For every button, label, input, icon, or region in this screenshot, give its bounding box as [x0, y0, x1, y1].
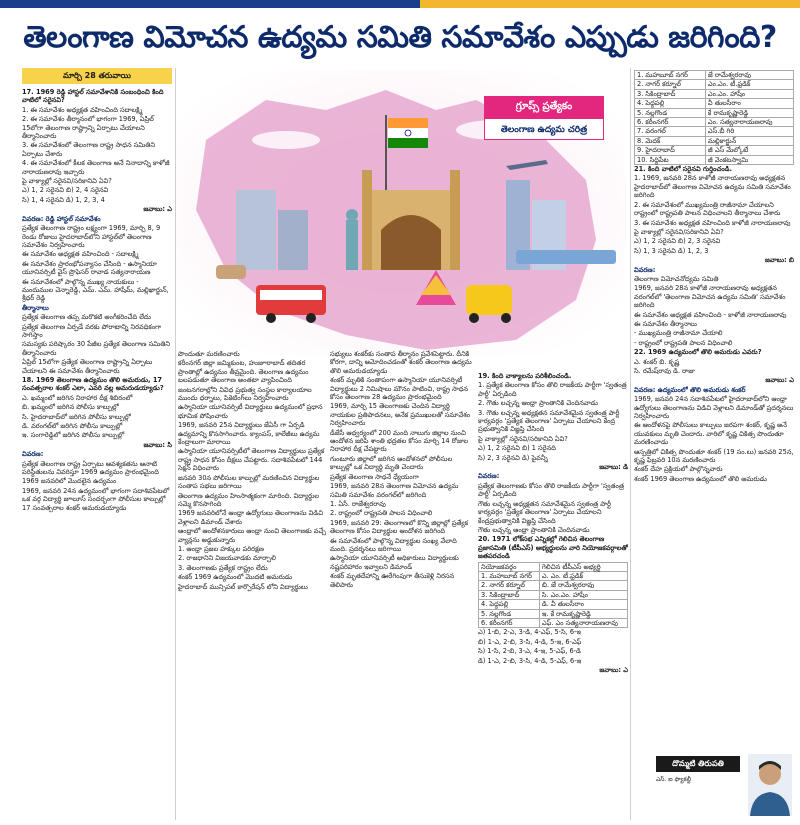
minaret	[362, 170, 372, 270]
badge-top-label: గ్రూప్స్ ప్రత్యేకం	[484, 96, 604, 118]
auto-rickshaw	[466, 285, 512, 315]
col1-paragraph: జవాబు: ఎ	[143, 205, 172, 214]
col4-paragraph: ప్రత్యేక తెలంగాణకు కోసం తొలి రాజకీయ పార్టీగా 'స్వతంత్ర పార్టీ' ఏర్పడింది	[478, 481, 625, 499]
table-row	[635, 108, 794, 117]
arch-opening	[381, 215, 441, 270]
metro-train	[516, 250, 616, 264]
table-cell: ఎం.ఎం. టీ.ఫ్రడిక్	[705, 80, 793, 89]
table-cell: 2. నాగర్ కర్నూల్	[635, 80, 706, 89]
col2-paragraph: జనవరి 30న పోలీసుల కాల్పుల్లో మరణించిన విద్యార్థుల సంతాప సభలు జరిగాయి	[178, 473, 320, 491]
author-box	[652, 752, 794, 818]
bus-wheel	[306, 313, 316, 323]
col1-paragraph: ప్రత్యేక తెలంగాణ రాష్ట్రం లక్ష్యంగా 1969, మార్చి 8, 9 రెండు రోజులు హైదరాబాద్‌లోని హాస్టల్‌లో తెలంగాణ సమావేశం నిర్వహించారు	[22, 224, 161, 249]
column-4	[478, 372, 628, 692]
col3-paragraph: శంకర్ మృతికి సంతాపంగా ఉస్మానియా యూనివర్సిటీ విద్యార్థులు 2 నిమిషాలు మౌనం పాటించి, రాష్ట్ర సాధన కోసం తెలంగాణ 28 ఉద్యమం ప్రారంభమైంది	[330, 376, 469, 402]
col3-paragraph: 1969, మార్చి 15 తెలంగాణకు చెందిన విద్యార్థి నాయకుల ప్రతిపాదనలు, అనేక ప్రముఖులతో సమావేశం నిర్వహించారు	[330, 402, 471, 428]
table-cell: నియోజకవర్గం	[479, 562, 540, 571]
col3-paragraph: ఈ సమావేశంలో పాల్గొన్న విద్యార్థుల సంఖ్య వేలాది మంది. ప్రదర్శనలు జరిగాయి	[330, 536, 457, 553]
col4_options-paragraph: ఎ) 1-బి, 2-ఎ, 3-డి, 4-ఎఫ్, 5-సి, 6-ఇ	[478, 628, 581, 637]
table-row	[479, 618, 628, 627]
col1-paragraph: 18. 1969 తెలంగాణ ఉద్యమం తొలి అమరుడు, 17 సంవత్సరాల శంకర్ ఎలా, ఎవరి వల్ల అమరుడయ్యాడు?	[22, 376, 164, 393]
col5-paragraph: జవాబు: బి	[765, 256, 794, 265]
table-cell: 3. సికింద్రాబాద్	[479, 590, 540, 599]
building	[278, 210, 308, 270]
col3-paragraph: 2. రాష్ట్రంలో రాష్ట్రపతి పాలన విధించాలి	[330, 509, 433, 518]
col3-paragraph: గుంటూరు జిల్లాలో జరిగిన ఆందోళనలో పోలీసుల కాల్పుల్లో ఒక విద్యార్థి మృతి చెందారు	[330, 454, 453, 472]
col5-paragraph: ఈ సమావేశం అధ్యక్షత వహించింది - కాళోజీ నారాయణరావు	[634, 310, 787, 319]
table-cell: 9. హైదరాబాద్	[635, 146, 706, 155]
col3-paragraph: సభ్యులు శంకర్‌కు సంతాప తీర్మానం ప్రవేశపెట్టారు. దీనికి కోరగా, దాన్ని ఆమోదించడంతో శంకర్ తెలంగాణ ఉద్యమ తొలి అమరుడయ్యాడు	[330, 350, 472, 375]
col4-paragraph: 19. కింది వాక్యాలను పరిశీలించండి.	[478, 372, 572, 380]
col3-paragraph: 1. ఏసీ. రాజేశ్వరరావు	[330, 499, 386, 508]
col1-paragraph: ప్రత్యేక తెలంగాణ రాష్ట్ర ఏర్పాటు ఆవశ్యకతను ఆనాటి పరిస్థితులను వివరిస్తూ 1969 ఉద్యమం ప్రారంభమైంది	[22, 459, 159, 477]
table-cell: 10. సిద్దిపేట	[635, 155, 706, 164]
col5-paragraph: శంకర్ దేహ ప్రక్రియలో పాల్గొన్నవారు	[634, 465, 723, 474]
col1-paragraph: 2. ఈ సమావేశం తీర్మానంలో భాగంగా 1969, ఏప్రిల్ 15లోగా తెలంగాణ రాష్ట్రాన్ని ఏర్పాటు చేయాలని తీర్మానించారు	[22, 115, 154, 141]
col5-paragraph: సి) 1, 3 సరైనవి డి) 1, 2, 3	[634, 246, 709, 255]
constituency-table	[634, 70, 794, 165]
col4-paragraph: 1. ప్రత్యేక తెలంగాణ కోసం తొలి రాజకీయ పార్టీగా 'స్వతంత్ర పార్టీ' ఏర్పడింది	[478, 381, 627, 398]
auto-wheel	[501, 313, 511, 323]
col5-paragraph: 1969, జనవరి 28న కాళోజీ నారాయణరావు అధ్యక్షతన వరంగల్‌లో 'తెలంగాణ విమోచన ఉద్యమ సమితి' సమావేశం జరిగింది	[634, 284, 786, 310]
table-row	[635, 118, 794, 127]
table-cell: ఎస్.బీ గిరి	[705, 127, 793, 136]
flag-green	[388, 138, 428, 148]
col1-paragraph: 4. ఈ సమావేశంలో కీలక తెలంగాణ అనే నినాదాన్ని కాళోజీ నారాయణరావు ఇచ్చారు	[22, 159, 170, 176]
table-row	[479, 609, 628, 618]
table-row	[635, 71, 794, 80]
col4-paragraph: 2. గౌతు లచ్చన్న ఆంధ్రా ప్రాంతానికి చెందినవాడు	[478, 399, 598, 408]
col1-paragraph: డి. వరంగల్‌లో జరిగిన పోలీసు కాల్పుల్లో	[22, 422, 123, 431]
col4_options-paragraph: బి) 1-ఎ, 2-బి, 3-సి, 4-డి, 5-ఇ, 6-ఎఫ్	[478, 637, 582, 646]
col5-paragraph: - రాష్ట్రంలో రాష్ట్రపతి పాలన విధించాలి	[634, 338, 733, 347]
col5-paragraph: ఆస్పత్రిలో చికిత్స పొందుతూ శంకర్ (19 సం.లు) జనవరి 25న, కృష్ణ ఫిబ్రవరి 10న మరణించారు	[634, 447, 794, 465]
col4_options-paragraph: డి) 1-ఎ, 2-బి, 3-సి, 4-డి, 5-ఎఫ్, 6-ఇ	[478, 656, 582, 665]
column-2	[178, 350, 326, 820]
table-cell: 6. కరీంనగర్	[635, 118, 706, 127]
statue	[346, 220, 358, 270]
col5-paragraph: 21. కింది వాటిలో సరైనవి గుర్తించండి.	[634, 165, 733, 174]
col4-paragraph: సి) 2, 3 సరైనవి డి) పైవన్నీ	[478, 453, 548, 462]
table-cell: 3. సికింద్రాబాద్	[635, 89, 706, 98]
col1-paragraph: ప్రత్యేక తెలంగాణ ఏర్పడే వరకు పోరాటాన్ని నిరవధికంగా సాగిస్తాం	[22, 322, 162, 339]
col2-paragraph: హైదరాబాద్ మున్సిపల్ కార్పొరేషన్ లోని విద్యార్థులు	[178, 582, 308, 591]
col1-paragraph: 1. ఈ సమావేశం అధ్యక్షత వహించింది సదాలక్ష్మి	[22, 105, 143, 114]
col1-paragraph: జవాబు: సి	[143, 440, 172, 449]
col3-paragraph: 1969, జనవరి 29: తెలంగాణలో కొన్ని జిల్లాల్లో ప్రత్యేక తెలంగాణ కోసం విద్యార్థుల ఆందోళన జరిగింది	[330, 518, 469, 536]
col4_options-paragraph: జవాబు: ఎ	[599, 666, 628, 674]
col5-paragraph: ఈ సమావేశం తీర్మానాలు	[634, 319, 697, 328]
table-row	[479, 581, 628, 590]
col5-paragraph: 1969, జనవరి 24న సదాశివపేటలో హైదరాబాద్‌లోని ఆంధ్రా ఉద్యోగులు తెలంగాణను విడిచి వెళ్లాలని డిమాండ్‌తో ప్రదర్శనలు నిర్వహించారు	[634, 395, 794, 421]
table-row	[479, 600, 628, 609]
col5-paragraph: సి. రమేష్‌రావు డి. రాజు	[634, 367, 695, 375]
col2-paragraph: 3. తెలంగాణకు ప్రత్యేక రాష్ట్రం లేదు	[178, 563, 268, 572]
col5-paragraph: 3. ఈ సమావేశం అధ్యక్షత వహించింది కాళోజీ నారాయణరావు	[634, 218, 791, 227]
col1-paragraph: 1969, జనవరి 24న ఉద్యమంలో భాగంగా సదాశివపేటలో ఒక వర్గ విద్యార్థి జూలూస్ సందర్భంగా పోలీసుల కాల్పుల్లో 17 సంవత్సరాల శంకర్ అమరుడయ్యాడు	[22, 486, 170, 512]
table-cell: 2. నాగర్ కర్నూల్	[479, 581, 540, 590]
table-row	[635, 127, 794, 136]
table-row	[479, 562, 628, 571]
col5-paragraph: 22. 1969 ఉద్యమంలో తొలి అమరుడు ఎవరు?	[634, 348, 762, 357]
col3-paragraph: 1969, జనవరి 28న తెలంగాణ విమోచన ఉద్యమ సమితి సమావేశం వరంగల్‌లో జరిగింది	[330, 482, 459, 499]
col5-paragraph: జవాబు: ఎ	[765, 376, 794, 385]
table-cell: 6. కరీంనగర్	[479, 618, 540, 627]
col2-paragraph: తెలంగాణ ఉద్యమం హింసాత్మకంగా మారింది. విద్యార్థుల సమ్మె కొనసాగింది	[178, 491, 320, 508]
table-cell: 4. పెద్దపల్లి	[635, 99, 706, 108]
table-cell: జీ వెంకటస్వామి	[705, 155, 793, 164]
col1-paragraph: ఎ. ఖమ్మంలో జరిగిన నిరాహార దీక్ష శిబిరంలో	[22, 393, 133, 402]
table-row	[479, 571, 628, 580]
col5-paragraph: తెలంగాణ విమోచనోద్యమ సమితి	[634, 274, 719, 283]
table-cell: డి. వీ తులసీరాం	[539, 600, 627, 609]
table-row	[635, 146, 794, 155]
col3-paragraph: డీజేసీ ఆధ్వర్యంలో 200 మంది నాలుగు జిల్లాల నుంచి ఆందోళన జరిపి శాంతి భద్రతల కోసం మార్చి 14 రోజుల నిరాహార దీక్ష చేపట్టారు	[330, 428, 469, 454]
table-cell: మల్లికార్జున్	[705, 136, 793, 145]
col1-paragraph: ప్రత్యేక తెలంగాణ తప్ప మరొకటి అంగీకరించేది లేదు	[22, 313, 151, 322]
column-divider	[175, 68, 176, 820]
author-name: దొమ్మటి తిరుపతి	[656, 756, 740, 772]
col2-paragraph: ఆంధ్రాలో ఆందోళనకారులు ఆంధ్రా నుంచి తెలంగాణకు వచ్చే వ్యాన్లను అడ్డుకున్నారు	[178, 527, 326, 544]
column-1	[22, 88, 172, 820]
col1-paragraph: సి) 1, 4 సరైనవి డి) 1, 2, 3, 4	[22, 195, 105, 204]
col2-paragraph: 1. ఆంధ్రా ప్రజల హక్కుల పరిరక్షణ	[178, 544, 264, 553]
minaret	[450, 170, 460, 270]
table-cell: 7. వరంగల్	[635, 127, 706, 136]
table-cell: 1. మహబూబ్ నగర్	[479, 571, 540, 580]
col5-paragraph: వివరణ:	[634, 265, 656, 274]
col5-paragraph: శంకర్ 1969 తెలంగాణ ఉద్యమంలో తొలి అమరుడు	[634, 474, 767, 483]
col5-paragraph: ఎ) 1, 2 సరైనవి బి) 2, 3 సరైనవి	[634, 237, 721, 246]
col2-paragraph: ఉస్మానియా యూనివర్సిటీ విద్యార్థులు ఉద్యమంలో ప్రధాన భూమిక పోషించారు	[178, 403, 323, 420]
col1-paragraph: తీర్మానాలు	[22, 303, 49, 312]
col5-paragraph: వివరణ: ఉద్యమంలో తొలి అమరుడు శంకర్	[634, 385, 746, 394]
table-cell: 8. మెదక్	[635, 136, 706, 145]
col2-paragraph: పొందుతూ మరణించారు	[178, 350, 240, 358]
flag-saffron	[388, 118, 428, 128]
date-tag: మార్చి 28 తరువాయి	[22, 68, 172, 84]
page-headline: తెలంగాణ విమోచన ఉద్యమ సమితి సమావేశం ఎప్పుడు జరిగింది?	[23, 20, 777, 55]
col1-paragraph: వివరణ:	[22, 450, 44, 459]
col4-paragraph: గౌతు లచ్చన్న అధ్యక్షతన సమావేశమైన స్వతంత్ర పార్టీ కార్యవర్గం 'ప్రత్యేక తెలంగాణ' ఏర్పాటు చేయాలని కేంద్రప్రభుత్వానికి విజ్ఞప్తి చేసింది	[478, 499, 611, 525]
table-row	[635, 99, 794, 108]
table-cell: ఎ. ఎం. టీ.ఫ్రడిక్	[539, 571, 627, 580]
table-cell: ఎం. సత్యనారాయణరావు	[705, 118, 793, 127]
column-3	[330, 350, 474, 820]
col1-paragraph: ఎ) 1, 2 సరైనవి బి) 2, 4 సరైనవి	[22, 186, 109, 195]
statue-head	[346, 209, 358, 221]
col4-paragraph: గౌతు లచ్చన్న ఆంధ్రా ప్రాంతానికి చెందినవాడు	[478, 525, 590, 534]
col5-paragraph: ఎ. శంకర్ బి. కృష్ణ	[634, 357, 680, 366]
author-photo	[748, 754, 792, 816]
col2-paragraph: జంటనగరాల్లోని వివిధ ప్రభుత్వ సంస్థల కార్యాలయాల ముందు ధర్నాలు, పికెటింగ్‌లు నిర్వహించారు	[178, 385, 312, 403]
col2-paragraph: 1969, జనవరి 25న విద్యార్థులు జేఏసీ గా ఏర్పడి ఉద్యమాన్ని కొనసాగించారు. క్యాంపస్, కాలేజీలు ఉద్యమ కేంద్రాలుగా మారాయి	[178, 421, 320, 447]
col2-paragraph: 2. రాజధానిని విజయవాడకు మార్చాలి	[178, 554, 276, 563]
table-row	[635, 80, 794, 89]
author-shirt	[750, 792, 790, 816]
table-cell: 4. పెద్దపల్లి	[479, 600, 540, 609]
col1-paragraph: వివరణ: రెడ్డి హాస్టల్ సమావేశం	[22, 214, 101, 223]
col4_options-paragraph: సి) 1-సి, 2-బి, 3-ఎ, 4-ఇ, 5-ఎఫ్, 6-డి	[478, 647, 581, 656]
col1-paragraph: సమస్యకు పరిష్కారం 30 పేజీల ప్రత్యేక తెలంగాణ సమితిని తీర్మానించారు	[22, 340, 170, 357]
col2-paragraph: కరీంనగర్ జిల్లా జమ్మికుంట, హుజూరాబాద్ తదితర ప్రాంతాల్లో ఉద్యమం తీవ్రమైంది. తెలంగాణ ఉద్యమం బలపడుతూ తెలంగాణ అంతటా వ్యాపించింది	[178, 359, 309, 385]
col4-paragraph: వివరణ:	[478, 472, 500, 481]
table-cell: ఎఫ్. ఎం సత్యనారాయణరావు	[539, 618, 627, 627]
col1-paragraph: ఏప్రిల్ 15లోగా ప్రత్యేక తెలంగాణ రాష్ట్రాన్ని ఏర్పాటు చేయాలని ఈ సమావేశం తీర్మానించారు	[22, 358, 153, 375]
author-photo-svg	[748, 754, 792, 816]
table-cell: వీ తులసీరాం	[705, 99, 793, 108]
col5-paragraph: 1. 1969, జనవరి 28న కాళోజీ నారాయణరావు అధ్యక్షతన హైదరాబాద్‌లో తెలంగాణ విమోచన ఉద్యమ సమితి సమావేశం జరిగింది	[634, 174, 791, 200]
col1-paragraph: సి. హైదరాబాద్‌లో జరిగిన పోలీసు కాల్పుల్లో	[22, 412, 131, 421]
col1-paragraph: ఇ. సంగారెడ్డిలో జరిగిన పోలీసు కాల్పుల్లో	[22, 431, 125, 440]
col2-paragraph: ఉస్మానియా యూనివర్సిటీలో తెలంగాణ విద్యార్థులు ప్రత్యేక రాష్ట్ర సాధన కోసం దీక్షలు చేపట్టారు. సదాశివపేటలో 144 సెక్షన్ విధించారు	[178, 447, 325, 473]
table-cell: ఇ. కే రామకృష్ణారెడ్డి	[539, 609, 627, 618]
table-cell: ఎం.ఎం. హాషీం	[705, 89, 793, 98]
table-row	[479, 590, 628, 599]
col1-paragraph: బి. ఖమ్మంలో జరిగిన పోలీసు కాల్పుల్లో	[22, 403, 119, 412]
auto-wheel	[469, 313, 479, 323]
col4-paragraph: జవాబు: డి	[599, 463, 628, 472]
table-cell: జీ ఎస్ మేల్కోటే	[705, 146, 793, 155]
col4-paragraph: పై వాక్యాల్లో సరైనవి/సరికానివి ఏవి?	[478, 434, 568, 443]
top-color-bar-blue	[0, 0, 420, 8]
col4-paragraph: ఎ) 1, 2 సరైనవి బి) 1 సరైనది	[478, 444, 556, 453]
table-cell: జే రామేశ్వరరావు	[705, 71, 793, 80]
col1-paragraph: ఈ సమావేశం అధ్యక్షత వహించింది - సదాలక్ష్మి	[22, 250, 139, 259]
col5-paragraph: ఈ ఆందోళనపై పోలీసులు కాల్పులు జరపగా శంకర్, కృష్ణ అనే యువకులు మృతి చెందారు. వారిలో కృష్ణ చికిత్స పొందుతూ మరణించాడు	[634, 421, 787, 447]
col1-paragraph: ఈ సమావేశంలో పాల్గొన్న ముఖ్య నాయకులు - మందుముల చెన్నారెడ్డి, ఎమ్. ఎమ్. హాషీమ్, మల్లిఖార్జున్, శ్రీధర్ రెడ్డి	[22, 277, 169, 303]
col1-paragraph: పై వాక్యాల్లో సరైనవి/సరికానివి ఏవి?	[22, 177, 112, 186]
groups-special-badge	[484, 96, 604, 148]
table-cell: బి. జే రామేశ్వరరావు	[539, 581, 627, 590]
flag-white	[388, 128, 428, 138]
table-cell: 5. నల్లగొండ	[635, 108, 706, 117]
tps-winners-table	[478, 562, 628, 629]
table-row	[635, 89, 794, 98]
col5-paragraph: 2. ఈ సమావేశంలో ముఖ్యమంత్రి రాజీనామా చేయాలని రాష్ట్రంలో రాష్ట్రపతి పాలన విధించాలని తీర్మానాలు చేశారు	[634, 200, 781, 218]
table-cell: 1. మహబూబ్ నగర్	[635, 71, 706, 80]
bus-wheel	[266, 313, 276, 323]
col4-paragraph: 3. గౌతు లచ్చన్న అధ్యక్షతన సమావేశమైన స్వతంత్ర పార్టీ కార్యవర్గం 'ప్రత్యేక తెలంగాణ' ఏర్పాటు చేయాలని కేంద్ర ప్రభుత్వానికి విజ్ఞప్తి చేసింది	[478, 408, 620, 434]
cow	[216, 265, 246, 279]
col1-paragraph: 17. 1969 రెడ్డి హాస్టల్ సమావేశానికి సంబంధించి కింది వాటిలో సరైనవి?	[22, 88, 164, 105]
table-cell: కే రామకృష్ణారెడ్డి	[705, 108, 793, 117]
table-cell: సి. ఎం.ఎం. హాషీం	[539, 590, 627, 599]
col5-paragraph: - ముఖ్యమంత్రి రాజీనామా చేయాలి	[634, 329, 723, 338]
col3-paragraph: ఉస్మానియా యూనివర్సిటీ అధికారులు విద్యార్థులకు నష్టపరిహారం ఇవ్వాలని డిమాండ్	[330, 554, 459, 571]
col3-paragraph: ప్రత్యేక తెలంగాణ సాధనే ధ్యేయంగా	[330, 472, 419, 481]
bus-windows	[260, 290, 322, 300]
column-5	[634, 70, 794, 750]
col5-paragraph: పై వాక్యాల్లో సరైనవి/సరికానివి ఏవి?	[634, 227, 724, 236]
col1-paragraph: 1969 జనవరిలో మొదలైన ఉద్యమం	[22, 477, 117, 486]
col2-paragraph: శంకర్ 1969 ఉద్యమంలో మొదటి అమరుడు	[178, 573, 293, 582]
col1-paragraph: 3. ఈ సమావేశంలో తెలంగాణ రాష్ట్ర సాధన సమితిని ఏర్పాటు చేశారు	[22, 141, 156, 158]
table-cell: 5. నల్లగొండ	[479, 609, 540, 618]
table-row	[635, 136, 794, 145]
table-row	[635, 155, 794, 164]
author-role: ఎస్. ఐ ఫ్యాకల్టీ	[656, 776, 692, 783]
col2-paragraph: 1969 జనవరిలోనే ఆంధ్రా ఉద్యోగులు తెలంగాణను విడిచి వెళ్లాలని డిమాండ్ చేశారు	[178, 509, 324, 526]
col4-paragraph: 20. 1971 లోక్‌సభ ఎన్నికల్లో గెలిచిన తెలంగాణ ప్రజాసమితి (టీపీఎస్) అభ్యర్థులను వారి నియోజకవర్గాలతో జతపరచండి	[478, 535, 628, 561]
table-cell: గెలిచిన టీపీఎస్ అభ్యర్థి	[539, 562, 627, 571]
cloud	[252, 131, 320, 149]
top-color-bar	[0, 0, 800, 8]
badge-bottom-label: తెలంగాణ ఉద్యమ చరిత్ర	[484, 118, 604, 140]
column-divider	[630, 68, 631, 820]
building	[236, 190, 276, 270]
col1-paragraph: ఈ సమావేశం ప్రారంభోపన్యాసం చేసింది - ఉస్మానియా యూనివర్సిటీ వైస్ ప్రొఫెసర్ రావాడ సత్యనారాయణ	[22, 259, 157, 277]
col3-paragraph: శంకర్ మృతదేహాన్ని ఊరేగింపుగా తీసుకెళ్లి నిరసన తెలిపారు	[330, 572, 455, 589]
